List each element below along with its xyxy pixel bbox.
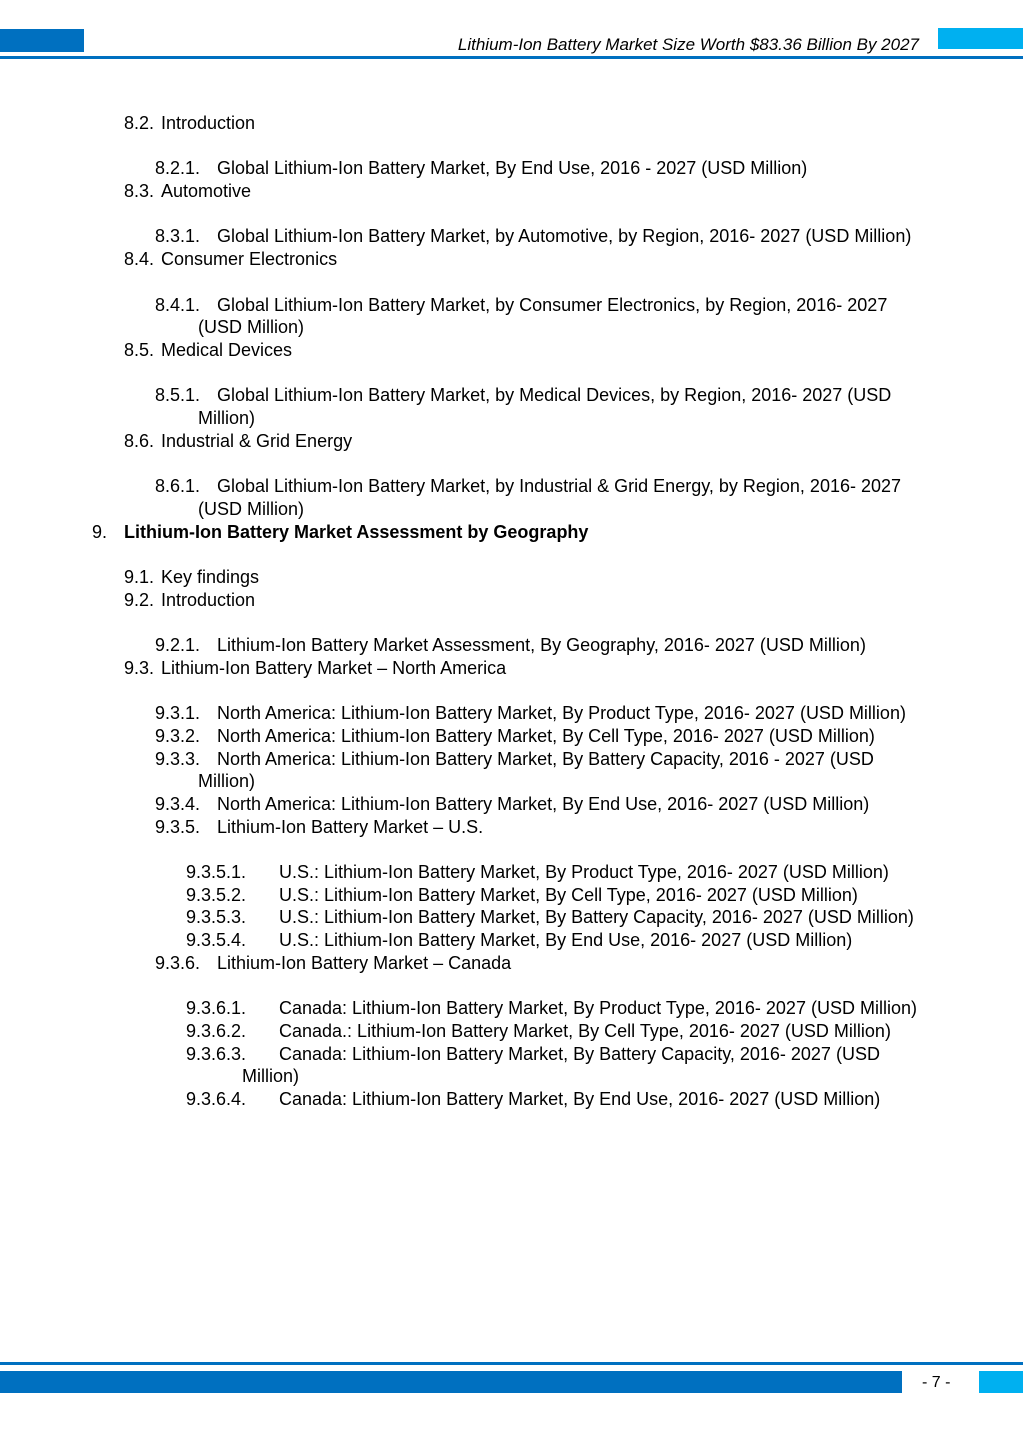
toc-entry [0, 294, 1023, 339]
toc-entry-number: 9.3.6.2. [186, 1020, 247, 1041]
toc-entry-number: 8.2.1. [155, 158, 201, 179]
header-title: Lithium-Ion Battery Market Size Worth $83.36 Billion By 2027 [457, 35, 919, 54]
toc-entry-title: Lithium-Ion Battery Market – U.S. [217, 816, 484, 837]
toc-entry-number: 9.3.3. [155, 748, 201, 769]
header-accent-bar-right [938, 28, 1023, 49]
toc-entry [0, 884, 1023, 907]
toc-entry-number: 8.2. [124, 113, 155, 133]
toc-entry-number: 9.3.5.4. [186, 930, 247, 951]
toc-entry-title: Canada.: Lithium-Ion Battery Market, By Cell Type, 2016- 2027 (USD Million) [279, 1020, 891, 1041]
toc-entry-title: Introduction [161, 113, 256, 133]
toc-entry-title: Canada: Lithium-Ion Battery Market, By Battery Capacity, 2016- 2027 (USD Million) [242, 1043, 880, 1087]
table-of-contents [0, 112, 1023, 1111]
toc-entry-title: Global Lithium-Ion Battery Market, by Automotive, by Region, 2016- 2027 (USD Million) [217, 226, 912, 247]
toc-entry-title: U.S.: Lithium-Ion Battery Market, By End Use, 2016- 2027 (USD Million) [279, 930, 853, 951]
toc-entry [0, 566, 1023, 589]
toc-entry-number: 9.1. [124, 566, 155, 587]
toc-entry [0, 1020, 1023, 1043]
footer-accent-bar-left [0, 1371, 902, 1393]
toc-entry-title: Industrial & Grid Energy [161, 430, 353, 451]
toc-entry-number: 8.4.1. [155, 294, 201, 315]
toc-entry-number: 8.6. [124, 430, 155, 451]
toc-entry-number: 9.2.1. [155, 635, 201, 656]
toc-entry [0, 1043, 1023, 1088]
toc-entry-number: 8.5.1. [155, 385, 201, 406]
toc-entry-title: Introduction [161, 589, 256, 610]
toc-entry-title: North America: Lithium-Ion Battery Market, By End Use, 2016- 2027 (USD Million) [217, 793, 870, 814]
toc-entry-number: 9.3.4. [155, 793, 201, 814]
toc-entry-number: 8.5. [124, 339, 155, 360]
toc-entry-title: Canada: Lithium-Ion Battery Market, By Product Type, 2016- 2027 (USD Million) [279, 998, 917, 1019]
toc-entry [0, 906, 1023, 929]
toc-entry-title: Canada: Lithium-Ion Battery Market, By End Use, 2016- 2027 (USD Million) [279, 1089, 881, 1110]
toc-entry-number: 8.3.1. [155, 226, 201, 247]
toc-entry-title: Lithium-Ion Battery Market Assessment by Geography [124, 521, 589, 542]
toc-entry-number: 9.3.5.2. [186, 884, 247, 905]
header-rule [0, 56, 1023, 59]
toc-entry [0, 384, 1023, 429]
toc-entry [0, 702, 1023, 725]
footer-rule [0, 1362, 1023, 1365]
toc-entry [0, 180, 1023, 203]
toc-entry-title: Consumer Electronics [161, 249, 338, 270]
toc-entry-title: Key findings [161, 566, 260, 587]
toc-entry-number: 9. [92, 521, 108, 542]
toc-entry [0, 793, 1023, 816]
toc-entry [0, 657, 1023, 680]
toc-entry [0, 521, 1023, 544]
toc-entry [0, 816, 1023, 839]
toc-entry [0, 952, 1023, 975]
toc-entry-title: North America: Lithium-Ion Battery Market, By Cell Type, 2016- 2027 (USD Million) [217, 725, 875, 746]
toc-entry [0, 430, 1023, 453]
toc-entry-title: U.S.: Lithium-Ion Battery Market, By Product Type, 2016- 2027 (USD Million) [279, 862, 889, 883]
toc-entry [0, 157, 1023, 180]
toc-entry [0, 475, 1023, 520]
toc-entry [0, 725, 1023, 748]
toc-entry-title: Lithium-Ion Battery Market – Canada [217, 952, 512, 973]
toc-entry-number: 9.3.6.4. [186, 1089, 247, 1110]
toc-entry [0, 225, 1023, 248]
toc-entry [0, 997, 1023, 1020]
toc-entry-title: Global Lithium-Ion Battery Market, by Consumer Electronics, by Region, 2016- 2027 (USD Million) [198, 294, 888, 338]
toc-entry-title: U.S.: Lithium-Ion Battery Market, By Cell Type, 2016- 2027 (USD Million) [279, 884, 858, 905]
page-number: - 7 - [922, 1374, 951, 1391]
toc-entry-number: 9.3.6.1. [186, 998, 247, 1019]
toc-entry-number: 9.3.2. [155, 725, 201, 746]
toc-entry [0, 861, 1023, 884]
toc-entry-number: 9.3.6.3. [186, 1043, 247, 1064]
toc-entry [0, 1088, 1023, 1111]
toc-entry [0, 634, 1023, 657]
toc-entry-title: Automotive [161, 181, 252, 202]
toc-entry-number: 8.6.1. [155, 476, 201, 497]
toc-entry-number: 9.3.1. [155, 703, 201, 724]
toc-entry [0, 112, 1023, 135]
footer-accent-bar-right [979, 1371, 1023, 1393]
toc-entry [0, 339, 1023, 362]
toc-entry-title: Global Lithium-Ion Battery Market, by Industrial & Grid Energy, by Region, 2016- 2027 (USD Million) [198, 476, 902, 519]
toc-entry-title: Medical Devices [161, 339, 293, 360]
toc-entry-number: 9.3.5.3. [186, 907, 247, 928]
toc-entry [0, 248, 1023, 271]
toc-entry-number: 9.3.6. [155, 952, 201, 973]
toc-entry-number: 9.3.5. [155, 816, 201, 837]
toc-entry-title: Global Lithium-Ion Battery Market, By End Use, 2016 - 2027 (USD Million) [217, 158, 808, 179]
toc-entry [0, 929, 1023, 952]
toc-entry-number: 8.3. [124, 181, 155, 202]
toc-entry-number: 9.2. [124, 589, 155, 610]
toc-entry [0, 748, 1023, 793]
toc-entry-number: 8.4. [124, 249, 155, 270]
header-accent-bar-left [0, 29, 84, 52]
toc-entry [0, 589, 1023, 612]
toc-entry-title: U.S.: Lithium-Ion Battery Market, By Battery Capacity, 2016- 2027 (USD Million) [279, 907, 914, 928]
toc-entry-title: Global Lithium-Ion Battery Market, by Medical Devices, by Region, 2016- 2027 (USD Million) [198, 385, 892, 429]
toc-entry-title: Lithium-Ion Battery Market Assessment, By Geography, 2016- 2027 (USD Million) [217, 635, 866, 656]
toc-entry-number: 9.3. [124, 657, 155, 678]
toc-entry-title: North America: Lithium-Ion Battery Market, By Battery Capacity, 2016 - 2027 (USD Million) [198, 748, 874, 792]
toc-entry-title: Lithium-Ion Battery Market – North America [161, 657, 507, 678]
toc-entry-number: 9.3.5.1. [186, 862, 247, 883]
toc-entry-title: North America: Lithium-Ion Battery Market, By Product Type, 2016- 2027 (USD Million) [217, 703, 906, 724]
